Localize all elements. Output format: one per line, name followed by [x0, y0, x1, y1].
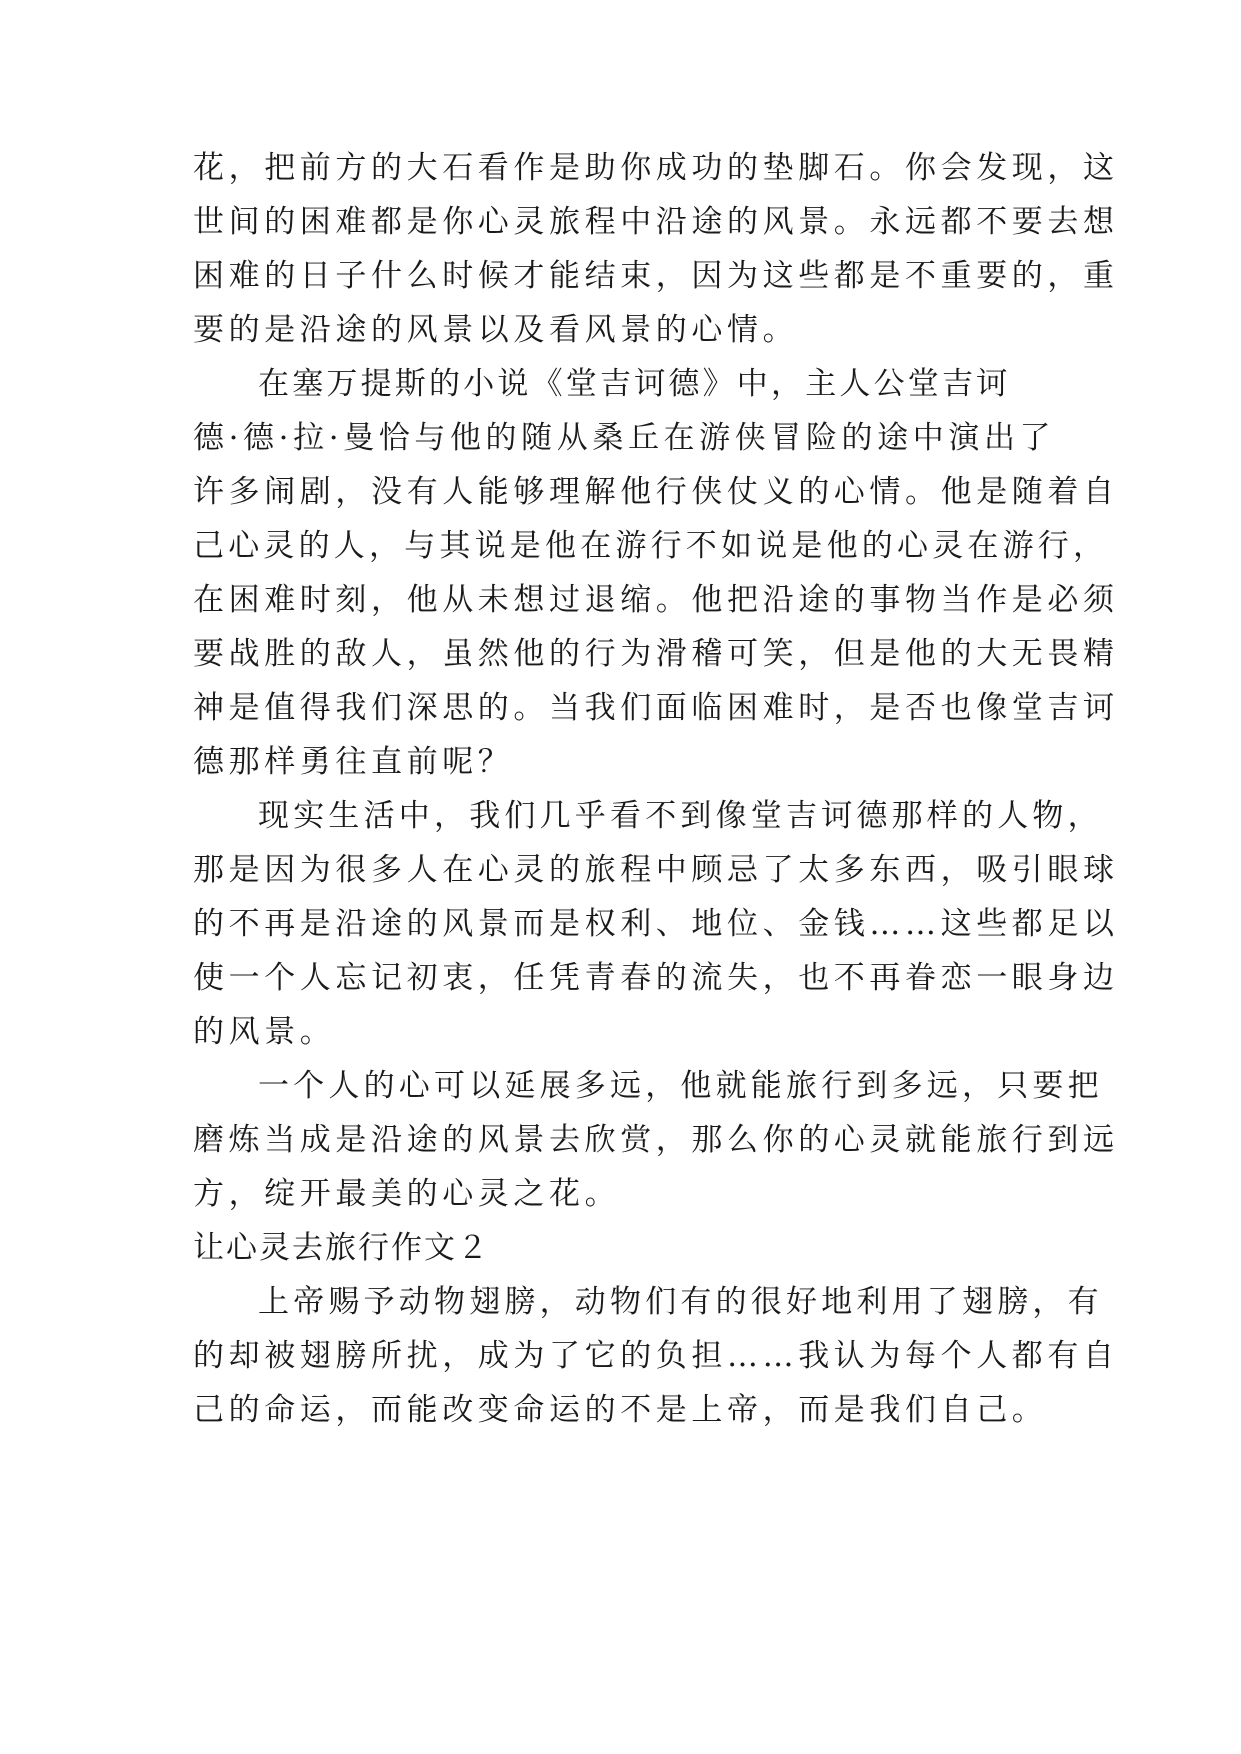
text-line: 神是值得我们深思的。当我们面临困难时，是否也像堂吉诃 — [193, 690, 1119, 726]
text-line: 上帝赐予动物翅膀，动物们有的很好地利用了翅膀，有 — [258, 1284, 1103, 1320]
text-line: 要的是沿途的风景以及看风景的心情。 — [193, 312, 799, 348]
text-line: 的却被翅膀所扰，成为了它的负担……我认为每个人都有自 — [193, 1338, 1119, 1374]
text-line: 的风景。 — [193, 1014, 336, 1050]
text-line: 方，绽开最美的心灵之花。 — [193, 1176, 621, 1212]
text-line: 一个人的心可以延展多远，他就能旅行到多远，只要把 — [258, 1068, 1103, 1104]
text-line: 在塞万提斯的小说《堂吉诃德》中，主人公堂吉诃 — [258, 366, 1011, 402]
text-line: 己心灵的人，与其说是他在游行不如说是他的心灵在游行， — [193, 528, 1109, 564]
text-line: 使一个人忘记初衷，任凭青春的流失，也不再眷恋一眼身边 — [193, 960, 1119, 996]
text-line: 的不再是沿途的风景而是权利、地位、金钱……这些都足以 — [193, 906, 1119, 942]
text-line: 己的命运，而能改变命运的不是上帝，而是我们自己。 — [193, 1392, 1048, 1428]
text-line: 许多闹剧，没有人能够理解他行侠仗义的心情。他是随着自 — [193, 474, 1119, 510]
section-heading: 让心灵去旅行作文２ — [193, 1230, 490, 1266]
text-line: 世间的困难都是你心灵旅程中沿途的风景。永远都不要去想 — [193, 204, 1119, 240]
text-line: 在困难时刻，他从未想过退缩。他把沿途的事物当作是必须 — [193, 582, 1119, 618]
text-line: 磨炼当成是沿途的风景去欣赏，那么你的心灵就能旅行到远 — [193, 1122, 1119, 1158]
text-line: 德那样勇往直前呢？ — [193, 744, 514, 780]
text-line: 困难的日子什么时候才能结束，因为这些都是不重要的，重 — [193, 258, 1119, 294]
text-line: 要战胜的敌人，虽然他的行为滑稽可笑，但是他的大无畏精 — [193, 636, 1119, 672]
text-line: 现实生活中，我们几乎看不到像堂吉诃德那样的人物， — [258, 798, 1103, 834]
text-line: 德·德·拉·曼恰与他的随从桑丘在游侠冒险的途中演出了 — [193, 420, 1056, 456]
text-line: 那是因为很多人在心灵的旅程中顾忌了太多东西，吸引眼球 — [193, 852, 1119, 888]
text-line: 花，把前方的大石看作是助你成功的垫脚石。你会发现，这 — [193, 150, 1119, 186]
